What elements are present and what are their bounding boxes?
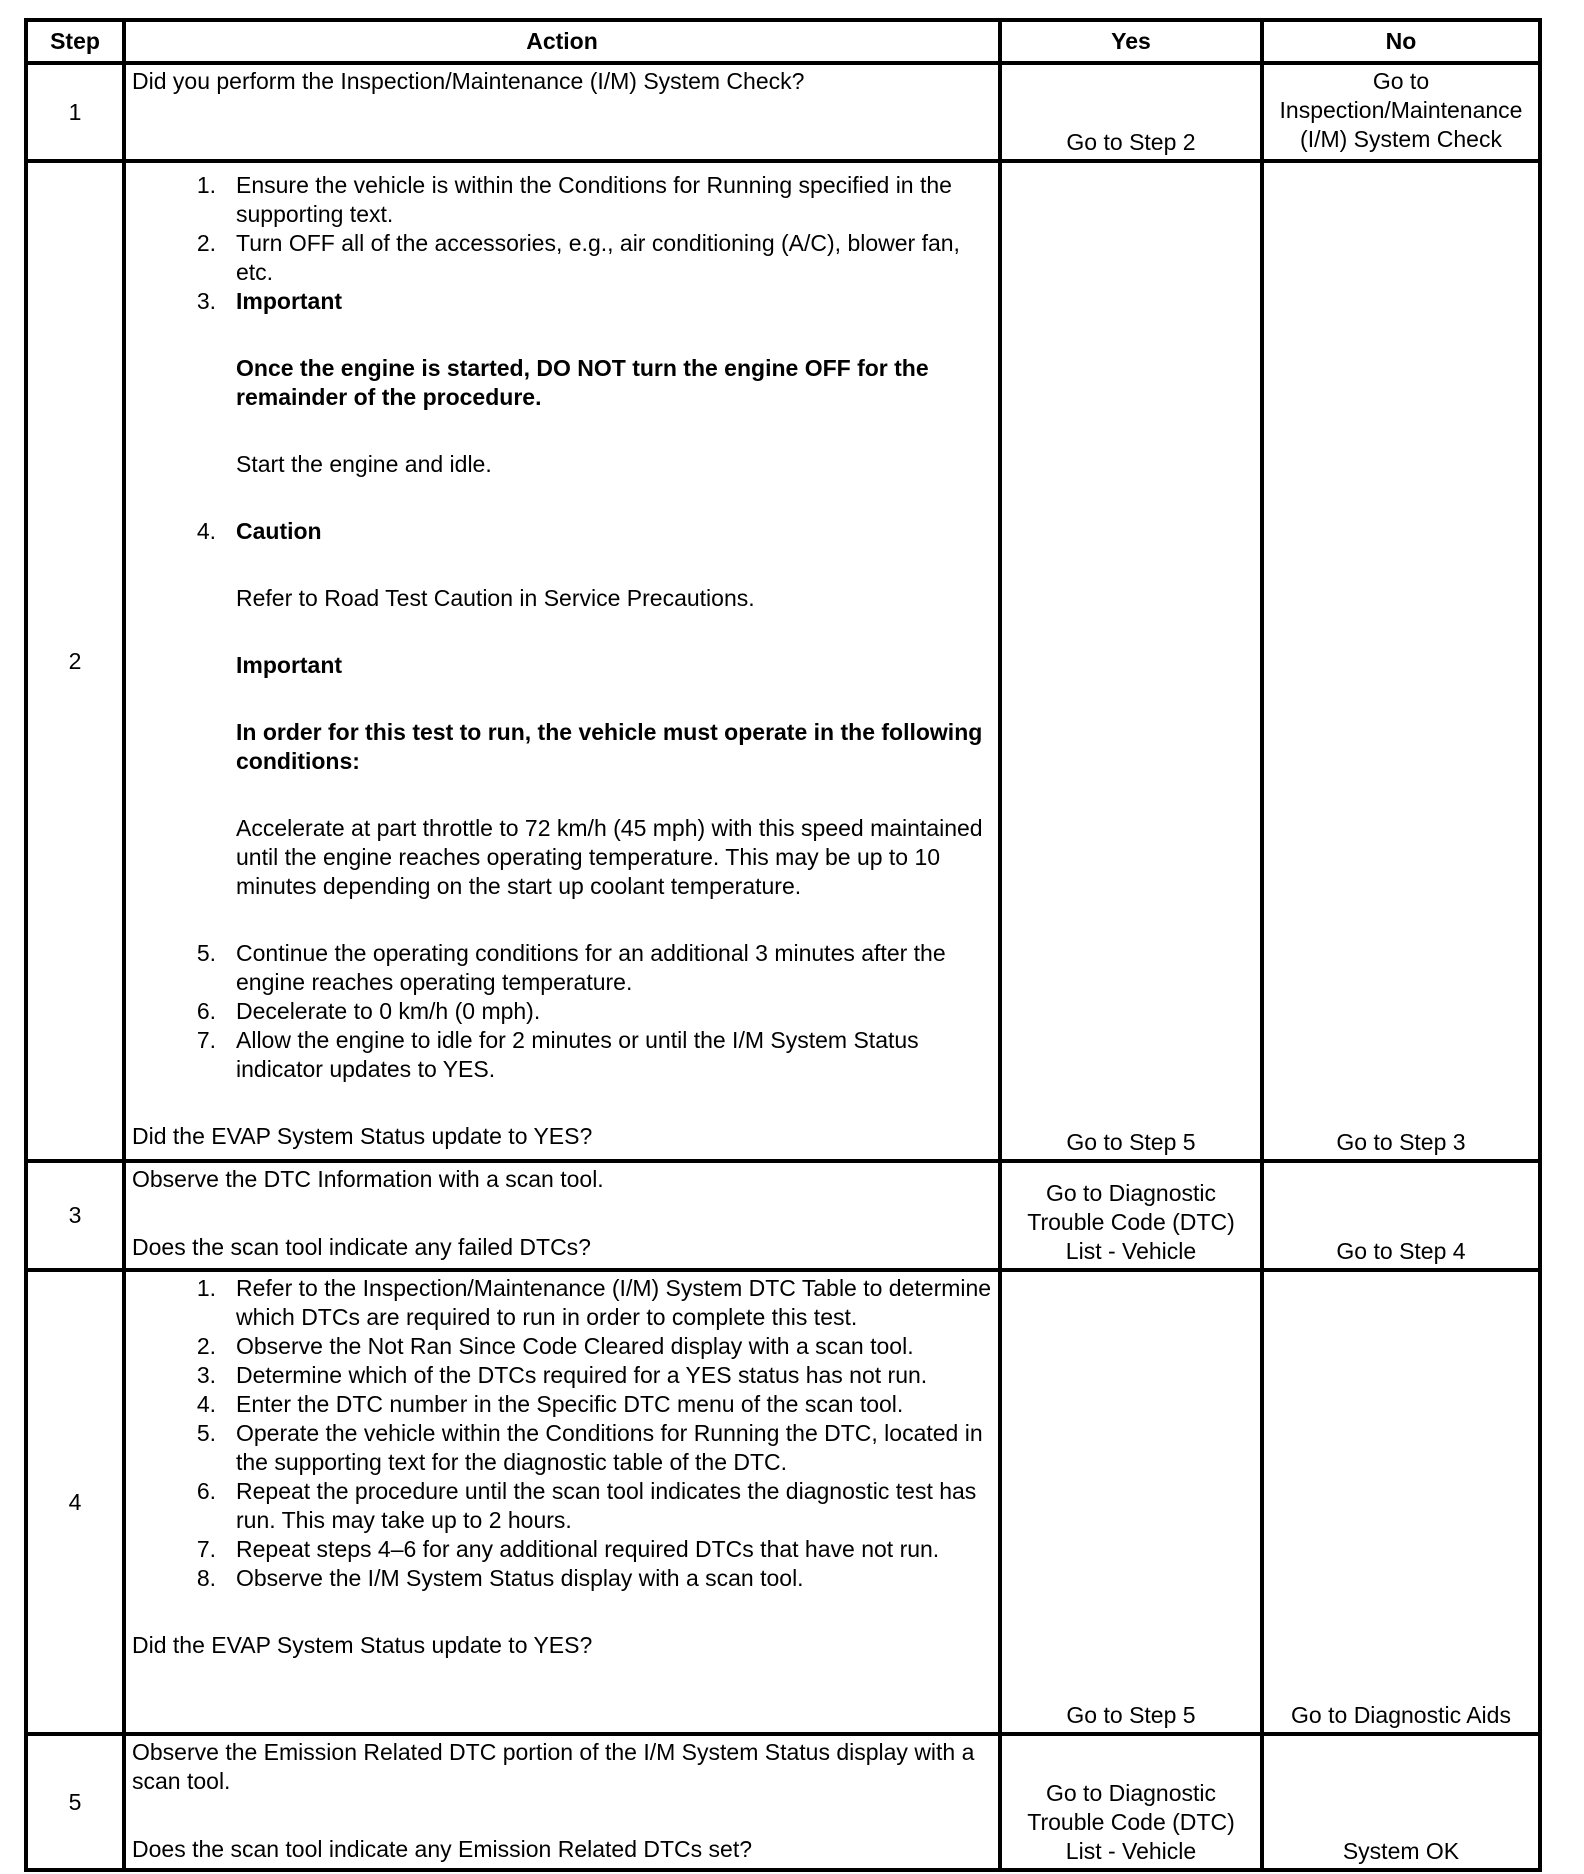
- item-text: Observe the I/M System Status display with a scan tool.: [236, 1565, 804, 1591]
- action-cell: [124, 63, 1000, 161]
- item-text: Decelerate to 0 km/h (0 mph).: [236, 998, 541, 1024]
- yes-cell: Go to Step 5: [1000, 161, 1262, 1161]
- item-number: 6.: [196, 998, 216, 1024]
- action-intro: Observe the Emission Related DTC portion of the I/M System Status display with a scan tool.: [132, 1739, 975, 1794]
- step-number: 3: [26, 1161, 124, 1270]
- header-yes: Yes: [1000, 20, 1262, 63]
- diagnostic-table: [24, 18, 1542, 1872]
- action-cell: [124, 1270, 1000, 1734]
- list-item: [132, 1390, 992, 1419]
- list-item: [132, 1564, 992, 1593]
- item-text: Allow the engine to idle for 2 minutes or until the I/M System Status indicator updates to YES.: [236, 1027, 919, 1082]
- action-cell: [124, 1734, 1000, 1870]
- yes-line: Trouble Code (DTC): [1027, 1209, 1235, 1235]
- item-text: Enter the DTC number in the Specific DTC menu of the scan tool.: [236, 1391, 904, 1417]
- important-label: Important: [236, 652, 343, 678]
- list-item: [132, 997, 992, 1026]
- list-item: [132, 287, 992, 517]
- list-item: [132, 1026, 992, 1084]
- item-number: 6.: [196, 1478, 216, 1504]
- item-text: Repeat steps 4–6 for any additional required DTCs that have not run.: [236, 1536, 940, 1562]
- step-number: 4: [26, 1270, 124, 1734]
- header-no: No: [1262, 20, 1540, 63]
- yes-line: Go to Diagnostic: [1045, 1180, 1217, 1206]
- item-number: 7.: [196, 1027, 216, 1053]
- list-item: [132, 517, 992, 939]
- no-line: Go to: [1372, 68, 1430, 94]
- item-number: 2.: [196, 230, 216, 256]
- item-text: Turn OFF all of the accessories, e.g., air conditioning (A/C), blower fan, etc.: [236, 230, 960, 285]
- item-number: 3.: [196, 1362, 216, 1388]
- item-number: 5.: [196, 1420, 216, 1446]
- no-cell: Go to Diagnostic Aids: [1262, 1270, 1540, 1734]
- yes-line: List - Vehicle: [1065, 1838, 1197, 1864]
- item-text: Accelerate at part throttle to 72 km/h (45 mph) with this speed maintained until the engine reaches operating temperature. This may be up to 10 minutes depending on the start up coolant temperature.: [236, 815, 983, 899]
- list-item: [132, 1361, 992, 1390]
- yes-line: Go to Diagnostic: [1045, 1780, 1217, 1806]
- item-text: Operate the vehicle within the Conditions for Running the DTC, located in the supporting text for the diagnostic table of the DTC.: [236, 1420, 983, 1475]
- table-row: [26, 63, 1540, 161]
- item-number: 4.: [196, 518, 216, 544]
- item-number: 3.: [196, 288, 216, 314]
- yes-cell: [1000, 1734, 1262, 1870]
- step-number: 1: [26, 63, 124, 161]
- item-text: Repeat the procedure until the scan tool indicates the diagnostic test has run. This may take up to 2 hours.: [236, 1478, 977, 1533]
- item-text: Ensure the vehicle is within the Conditions for Running specified in the supporting text.: [236, 172, 952, 227]
- table-row: [26, 1734, 1540, 1870]
- list-item: [132, 171, 992, 229]
- list-item: [132, 1274, 992, 1332]
- item-text: Observe the Not Ran Since Code Cleared display with a scan tool.: [236, 1333, 914, 1359]
- yes-cell: Go to Step 2: [1000, 63, 1262, 161]
- item-number: 8.: [196, 1565, 216, 1591]
- header-step: Step: [26, 20, 124, 63]
- action-question: Does the scan tool indicate any failed DTCs?: [132, 1234, 591, 1260]
- item-number: 4.: [196, 1391, 216, 1417]
- table-row: [26, 1270, 1540, 1734]
- list-item: [132, 1332, 992, 1361]
- action-question: Does the scan tool indicate any Emission Related DTCs set?: [132, 1836, 753, 1862]
- item-number: 7.: [196, 1536, 216, 1562]
- important-text: Once the engine is started, DO NOT turn the engine OFF for the remainder of the procedure.: [236, 355, 929, 410]
- header-row: [26, 20, 1540, 63]
- caution-label: Caution: [236, 518, 322, 544]
- yes-line: List - Vehicle: [1065, 1238, 1197, 1264]
- action-cell: [124, 161, 1000, 1161]
- caution-text: Refer to Road Test Caution in Service Precautions.: [236, 585, 755, 611]
- item-number: 1.: [196, 1275, 216, 1301]
- action-intro: Did you perform the Inspection/Maintenance (I/M) System Check?: [132, 68, 805, 94]
- item-number: 1.: [196, 172, 216, 198]
- list-item: [132, 939, 992, 997]
- item-number: 2.: [196, 1333, 216, 1359]
- list-item: [132, 1419, 992, 1477]
- yes-cell: [1000, 1161, 1262, 1270]
- no-cell: [1262, 63, 1540, 161]
- list-item: [132, 229, 992, 287]
- yes-cell: Go to Step 5: [1000, 1270, 1262, 1734]
- list-item: [132, 1535, 992, 1564]
- table-row: [26, 161, 1540, 1161]
- action-question: Did the EVAP System Status update to YES?: [132, 1632, 593, 1658]
- action-intro: Observe the DTC Information with a scan tool.: [132, 1166, 604, 1192]
- header-action: Action: [124, 20, 1000, 63]
- important-text: In order for this test to run, the vehicle must operate in the following conditions:: [236, 719, 983, 774]
- no-line: (I/M) System Check: [1300, 126, 1502, 152]
- step-number: 5: [26, 1734, 124, 1870]
- no-cell: Go to Step 4: [1262, 1161, 1540, 1270]
- item-number: 5.: [196, 940, 216, 966]
- table-row: [26, 1161, 1540, 1270]
- item-text: Start the engine and idle.: [236, 451, 492, 477]
- step-number: 2: [26, 161, 124, 1161]
- no-line: Inspection/Maintenance: [1279, 97, 1523, 123]
- item-text: Refer to the Inspection/Maintenance (I/M) System DTC Table to determine which DTCs are required to run in order to complete this test.: [236, 1275, 992, 1330]
- item-text: Determine which of the DTCs required for a YES status has not run.: [236, 1362, 928, 1388]
- no-cell: System OK: [1262, 1734, 1540, 1870]
- list-item: [132, 1477, 992, 1535]
- action-cell: [124, 1161, 1000, 1270]
- item-text: Continue the operating conditions for an additional 3 minutes after the engine reaches operating temperature.: [236, 940, 946, 995]
- no-cell: Go to Step 3: [1262, 161, 1540, 1161]
- action-question: Did the EVAP System Status update to YES?: [132, 1123, 593, 1149]
- important-label: Important: [236, 288, 343, 314]
- yes-line: Trouble Code (DTC): [1027, 1809, 1235, 1835]
